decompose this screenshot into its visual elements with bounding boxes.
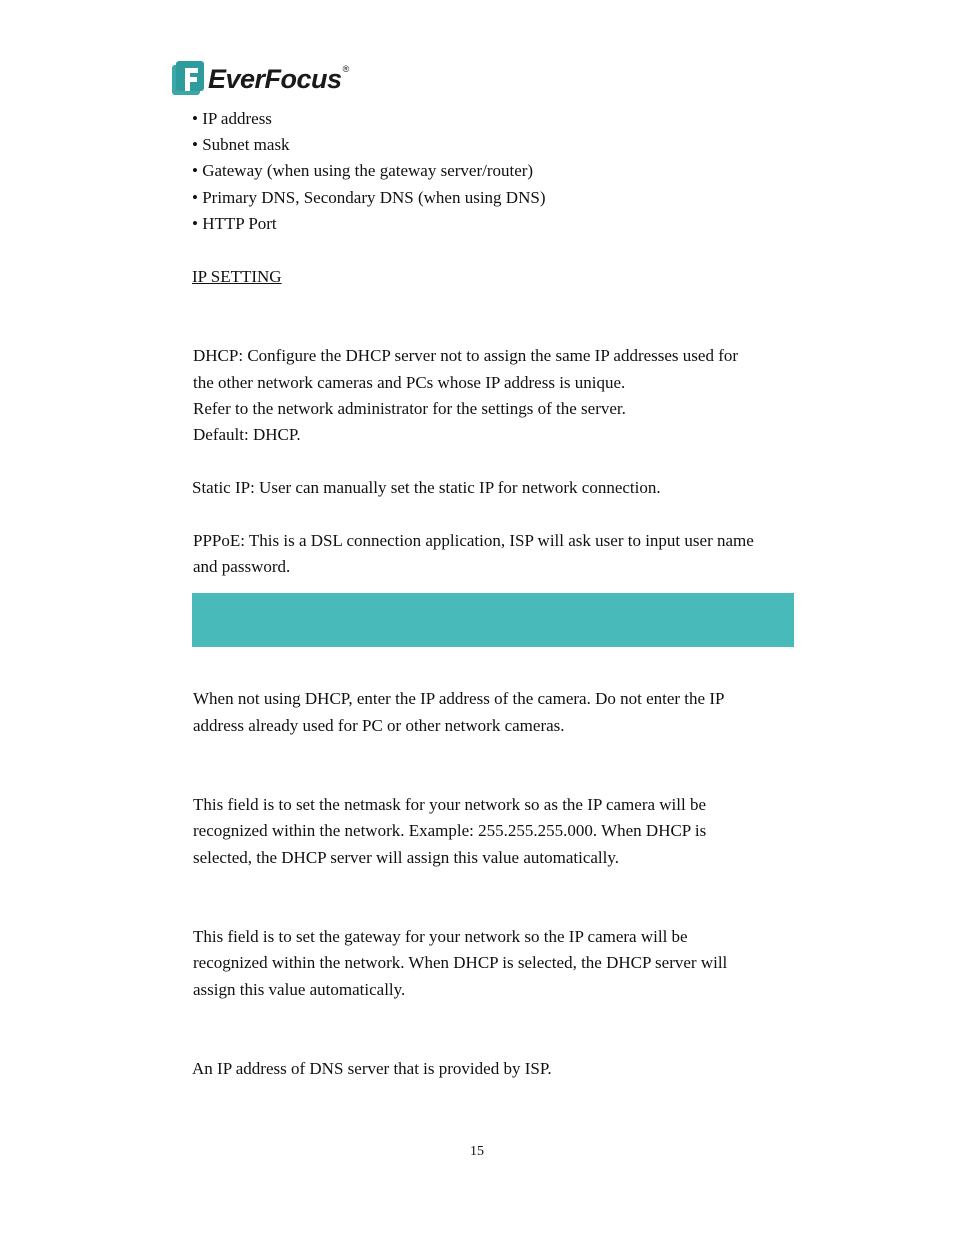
paragraph-line: When not using DHCP, enter the IP address of the camera. Do not enter the IP bbox=[193, 689, 725, 708]
bullet-item: • Gateway (when using the gateway server/router) bbox=[192, 161, 534, 180]
paragraph-line: Refer to the network administrator for the settings of the server. bbox=[193, 399, 626, 418]
bullet-item: • Primary DNS, Secondary DNS (when using DNS) bbox=[192, 188, 546, 207]
settings-banner bbox=[192, 593, 794, 647]
paragraph-line: and password. bbox=[193, 557, 291, 576]
everfocus-logo-icon bbox=[172, 61, 204, 97]
logo-wordmark: EverFocus bbox=[208, 64, 342, 94]
bullet-item: • HTTP Port bbox=[192, 214, 277, 233]
page-number: 15 bbox=[470, 1144, 484, 1159]
static-ip-paragraph: Static IP: User can manually set the static IP for network connection. bbox=[192, 478, 661, 497]
paragraph-line: DHCP: Configure the DHCP server not to assign the same IP addresses used for bbox=[193, 346, 739, 365]
everfocus-logo bbox=[172, 61, 349, 97]
paragraph-line: the other network cameras and PCs whose IP address is unique. bbox=[193, 373, 626, 392]
paragraph-line: address already used for PC or other network cameras. bbox=[193, 716, 565, 735]
bullet-item: • IP address bbox=[192, 109, 272, 128]
paragraph-line: Default: DHCP. bbox=[193, 425, 301, 444]
logo-registered-mark: ® bbox=[342, 64, 350, 74]
dns-paragraph: An IP address of DNS server that is provided by ISP. bbox=[192, 1059, 552, 1078]
paragraph-line: PPPoE: This is a DSL connection application, ISP will ask user to input user name bbox=[193, 531, 754, 550]
paragraph-line: recognized within the network. Example: 255.255.255.000. When DHCP is bbox=[193, 821, 707, 840]
section-title: IP SETTING bbox=[192, 267, 282, 286]
paragraph-line: This field is to set the gateway for your network so the IP camera will be bbox=[193, 927, 688, 946]
paragraph-line: assign this value automatically. bbox=[193, 980, 406, 999]
bullet-item: • Subnet mask bbox=[192, 135, 290, 154]
paragraph-line: This field is to set the netmask for your network so as the IP camera will be bbox=[193, 795, 707, 814]
paragraph-line: selected, the DHCP server will assign this value automatically. bbox=[193, 848, 619, 867]
paragraph-line: recognized within the network. When DHCP is selected, the DHCP server will bbox=[193, 953, 728, 972]
